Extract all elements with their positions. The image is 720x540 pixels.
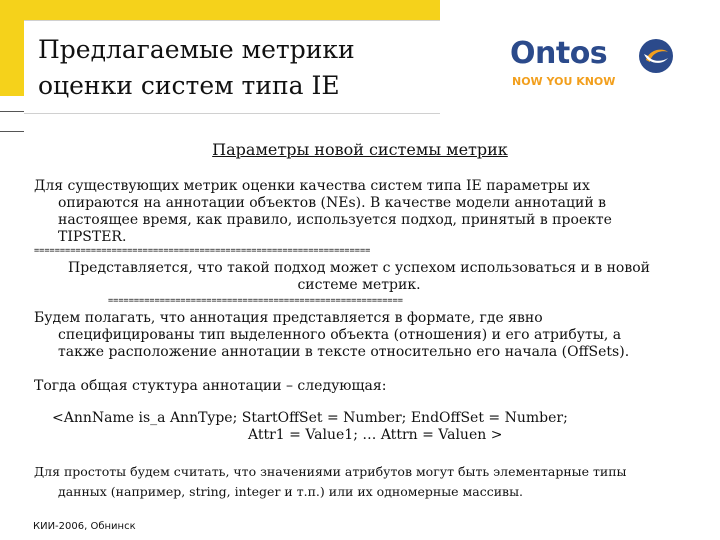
paragraph-annotation-format [34,310,629,361]
slide-footer: КИИ-2006, Обнинск [33,521,136,532]
title-line: Предлагаемые метрики [38,35,355,64]
code-line: Attr1 = Value1; … Attrn = Valuen > [248,427,503,443]
logo-wordmark: Ontos [510,36,608,71]
paragraph-note [34,462,627,502]
divider [0,111,24,112]
separator: ================================================================= [34,246,371,256]
header-accent-bar-left [0,0,24,96]
text-line: системе метрик. [297,277,421,293]
text-line: Для существующих метрик оценки качества систем типа IE параметры их [34,178,590,194]
slide-title [38,32,355,104]
text-line: опираются на аннотации объектов (NEs). В качестве модели аннотаций в [58,195,607,211]
text-line: Представляется, что такой подход может с успехом использоваться и в новой [68,260,650,276]
annotation-structure [52,410,568,444]
text-line: Для простоты будем считать, что значениями атрибутов могут быть элементарные типы [34,464,627,479]
ontos-logo [510,36,690,96]
paragraph-proposal [34,260,684,294]
slide-subtitle: Параметры новой системы метрик [212,140,508,159]
logo-tagline: NOW YOU KNOW [512,75,616,88]
separator: ========================================================= [108,296,403,306]
logo-swirl-icon [638,38,674,74]
text-line: настоящее время, как правило, используется подход, принятый в проекте [58,212,612,228]
title-line: оценки систем типа IE [38,71,340,100]
paragraph-intro [34,178,612,246]
text-line: данных (например, string, integer и т.п.) или их одномерные массивы. [58,484,524,499]
text-line: специфицированы тип выделенного объекта (отношения) и его атрибуты, а [58,327,622,343]
paragraph-structure-intro: Тогда общая стуктура аннотации – следующая: [34,378,387,394]
text-line: также расположение аннотации в тексте относительно его начала (OffSets). [58,344,630,360]
text-line: Будем полагать, что аннотация представляется в формате, где явно [34,310,543,326]
text-line: TIPSTER. [58,229,127,245]
divider [0,131,24,132]
code-line: <AnnName is_a AnnType; StartOffSet = Number; EndOffSet = Number; [52,410,568,426]
header-accent-bar [0,0,440,20]
